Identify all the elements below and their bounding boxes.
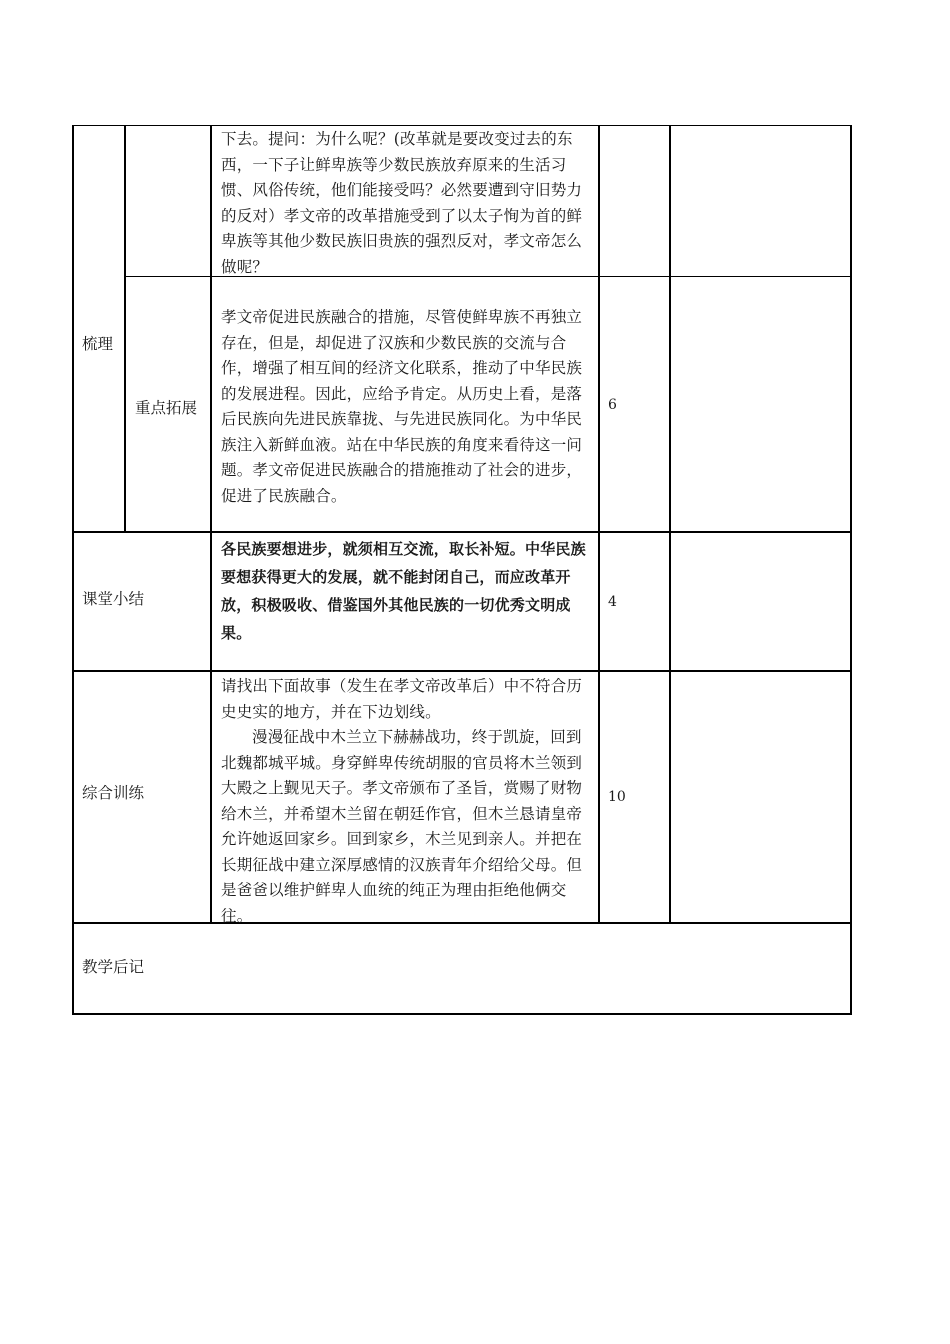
summary-time: 4 — [608, 594, 617, 610]
summary-text: 各民族要想进步，就须相互交流，取长补短。中华民族要想获得更大的发展，就不能封闭自己，而应改革开放，积极吸收、借鉴国外其他民族的一切优秀文明成果。 — [221, 540, 586, 642]
row-divider-2 — [72, 670, 851, 672]
exercise-intro: 请找出下面故事（发生在孝文帝改革后）中不符合历史史实的地方，并在下边划线。 — [221, 677, 583, 721]
section-label-exercise: 综合训练 — [82, 784, 145, 802]
row-divider-1 — [72, 531, 851, 533]
key-extension-text: 孝文帝促进民族融合的措施，尽管使鲜卑族不再独立存在，但是，却促进了汉族和少数民族的交流与合作，增强了相互间的经济文化联系，推动了中华民族的发展进程。因此，应给予肯定。从历史上看，是落后民族向先进民族靠拢、与先进民族同化。为中华民族注入新鲜血液。站在中华民族的角度来看待这一问题。孝文帝促进民族融合的措施推动了社会的进步，促进了民族融合。 — [221, 308, 583, 505]
table-border-top — [72, 125, 852, 126]
time-divider — [598, 125, 600, 923]
key-extension-time: 6 — [608, 397, 617, 413]
content-divider — [210, 125, 212, 923]
exercise-content — [221, 674, 593, 929]
table-border-left — [72, 125, 74, 1015]
table-border-right — [850, 125, 852, 1015]
exercise-time: 10 — [608, 789, 626, 805]
sublabel-divider — [124, 125, 126, 532]
section-label-summary: 课堂小结 — [82, 590, 145, 608]
section-label-review: 梳理 — [82, 335, 114, 353]
sub-label-key-extension: 重点拓展 — [135, 399, 198, 417]
exercise-story: 漫漫征战中木兰立下赫赫战功，终于凯旋，回到北魏都城平城。身穿鲜卑传统胡服的官员将木兰领到大殿之上觐见天子。孝文帝颁布了圣旨，赏赐了财物给木兰，并希望木兰留在朝廷作官，但木兰恳请皇帝允许她返回家乡。回到家乡，木兰见到亲人。并把在长期征战中建立深厚感情的汉族青年介绍给父母。但是爸爸以维护鲜卑人血统的纯正为理由拒绝他俩交往。 — [221, 728, 583, 925]
notes-divider — [669, 125, 671, 923]
review-continuation-text: 下去。提问：为什么呢？(改革就是要改变过去的东西，一下子让鲜卑族等少数民族放弃原来的生活习惯、风俗传统，他们能接受吗？必然要遭到守旧势力的反对）孝文帝的改革措施受到了以太子恂为首的鲜卑族等其他少数民族旧贵族的强烈反对，孝文帝怎么做呢？ — [221, 130, 583, 276]
section-label-postscript: 教学后记 — [82, 958, 145, 976]
table-border-bottom — [72, 1013, 852, 1015]
